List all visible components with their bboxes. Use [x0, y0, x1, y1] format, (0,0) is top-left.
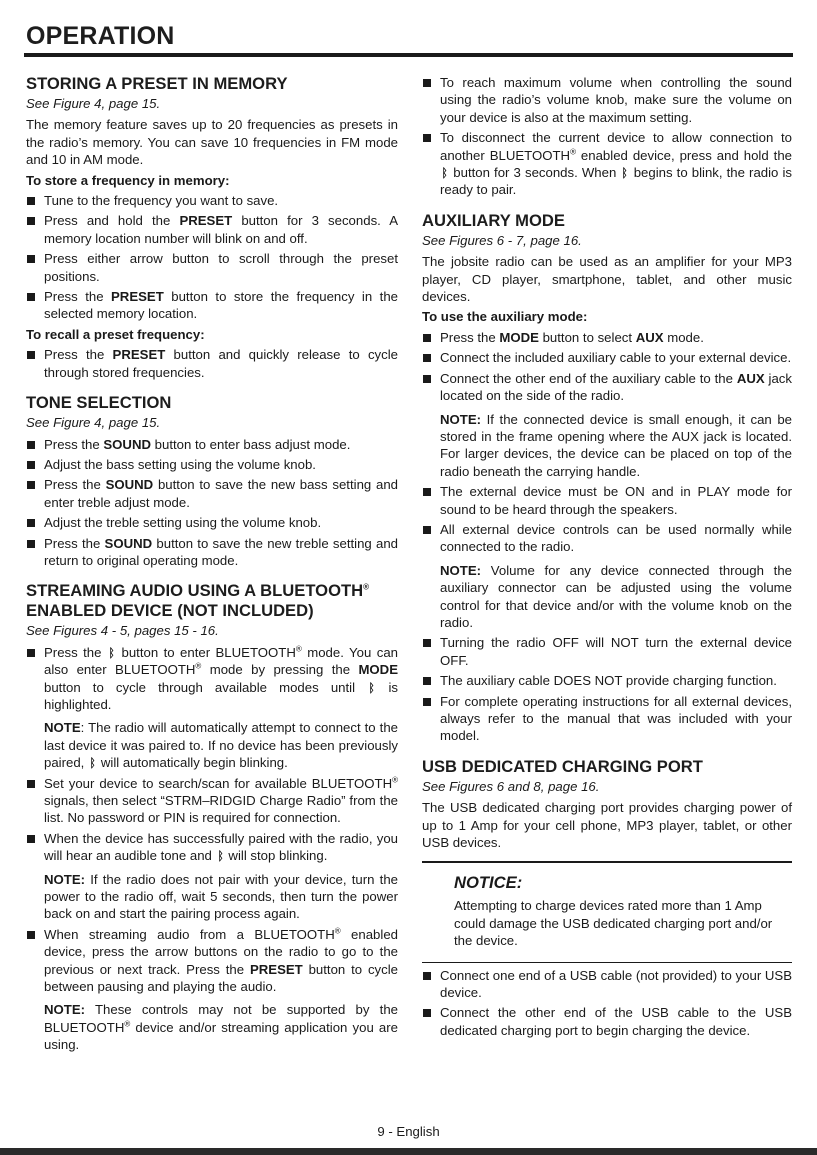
step-text: Adjust the bass setting using the volume knob. — [44, 456, 316, 472]
step-text: Press the — [440, 329, 500, 345]
note-text: If the connected device is small enough, it can be stored in the frame opening where the AUX jack is located. For larger devices, the device can be placed on top of the radio beneath the carrying handle. — [440, 411, 792, 479]
list-item — [26, 250, 398, 285]
note-text: : The radio will automatically attempt to connect to the last device it was paired to. If no device has been previously paired, — [44, 720, 398, 771]
step-text: button and quickly release to cycle through stored frequencies. — [44, 347, 398, 380]
note-text: If the radio does not pair with your device, turn the power to the radio off, wait 5 seconds, then turn the power back on and start the pairing process again. — [44, 871, 398, 922]
usb-intro: The USB dedicated charging port provides charging power of up to 1 Amp for your cell phone, MP3 player, tablet, or other USB devices. — [422, 800, 792, 851]
preset-keyword: PRESET — [111, 289, 164, 305]
usb-steps-list — [422, 967, 792, 1040]
aux-subheading: To use the auxiliary mode: — [422, 309, 588, 325]
bottom-rule — [0, 1148, 817, 1155]
note-text: device and/or streaming application you are using. — [44, 1019, 398, 1053]
step-text: Press the — [44, 436, 104, 452]
step-text: The auxiliary cable DOES NOT provide charging function. — [440, 673, 777, 689]
streaming-steps-list — [26, 644, 398, 1054]
list-item — [422, 74, 792, 126]
bluetooth-icon: ᛒ — [622, 166, 628, 181]
step-text: The external device must be ON and in PLAY mode for sound to be heard through the speakers. — [440, 484, 792, 517]
page-title: OPERATION — [26, 22, 175, 50]
bluetooth-icon: ᛒ — [217, 849, 224, 864]
note-text: Volume for any device connected through the auxiliary connector can be adjusted using the volume control for that device and/or with the volume knob on the radio. — [440, 562, 792, 630]
storing-intro: The memory feature saves up to 20 frequencies as presets in the radio’s memory. You can save 10 frequencies in FM mode and 10 in AM mode. — [26, 117, 398, 168]
step-text: Press and hold the — [44, 213, 180, 229]
section-tone-selection — [26, 393, 398, 569]
step-text: Adjust the treble setting using the volume knob. — [44, 515, 322, 531]
step-text: For complete operating instructions for all external devices, always refer to the manual that was included with your model. — [440, 693, 792, 744]
step-text: signals, then select “STRM–RIDGID Charge Radio” from the list. No password or PIN is required for connection. — [44, 793, 398, 826]
list-item — [26, 926, 398, 1054]
registered-mark: ® — [570, 147, 576, 157]
bluetooth-icon: ᛒ — [368, 680, 375, 695]
step-text: Press either arrow button to scroll through the preset positions. — [44, 251, 398, 284]
streaming-continued-list — [422, 74, 792, 199]
store-subheading: To store a frequency in memory: — [26, 172, 230, 188]
list-item — [26, 476, 398, 511]
notice-text: Attempting to charge devices rated more than 1 Amp could damage the USB dedicated charging port and/or the device. — [454, 898, 773, 949]
step-text: mode. — [663, 329, 704, 345]
section-streaming-bluetooth — [26, 581, 398, 1053]
note — [440, 562, 792, 632]
list-item — [422, 483, 792, 518]
preset-keyword: PRESET — [179, 213, 233, 229]
usb-heading: USB DEDICATED CHARGING PORT — [422, 756, 703, 776]
step-text: Press the — [44, 644, 107, 660]
registered-mark: ® — [124, 1019, 131, 1029]
step-text: Connect the included auxiliary cable to your external device. — [440, 350, 792, 366]
list-item — [26, 436, 398, 453]
left-column — [26, 74, 398, 1054]
notice-box — [422, 863, 792, 961]
tone-ref: See Figure 4, page 15. — [26, 415, 161, 431]
list-item — [26, 775, 398, 827]
list-item — [26, 346, 398, 381]
recall-steps-list — [26, 346, 398, 381]
step-text: button to cycle through available modes until — [44, 679, 368, 695]
step-text: Connect the other end of the auxiliary cable to the — [440, 370, 737, 386]
registered-mark: ® — [392, 775, 398, 785]
list-item — [422, 370, 792, 480]
notice-title: NOTICE: — [454, 873, 523, 893]
heading-text: STREAMING AUDIO USING A BLUETOOTH — [26, 581, 364, 601]
step-text: Press the — [44, 477, 106, 493]
aux-heading: AUXILIARY MODE — [422, 210, 565, 230]
section-storing-preset — [26, 74, 398, 381]
step-text: Connect one end of a USB cable (not provided) to your USB device. — [440, 967, 792, 1001]
bluetooth-icon: ᛒ — [108, 645, 115, 660]
bluetooth-icon: ᛒ — [89, 756, 96, 771]
step-text: button to store the frequency in the selected memory location. — [44, 289, 398, 322]
step-text: button to cycle between pausing and playing the audio. — [44, 961, 399, 995]
list-item — [26, 456, 398, 473]
registered-mark: ® — [195, 661, 202, 671]
note-label: NOTE — [44, 720, 81, 736]
list-item — [422, 1004, 792, 1039]
note-label: NOTE: — [44, 1002, 86, 1018]
list-item — [422, 521, 792, 631]
step-text: Connect the other end of the USB cable to the USB dedicated charging port to begin charging the device. — [440, 1005, 792, 1038]
step-text: To reach maximum volume when controlling the sound using the radio’s volume knob, make sure the volume on your device is also at the maximum setting. — [440, 75, 792, 125]
step-text: will stop blinking. — [224, 848, 328, 864]
note-label: NOTE: — [440, 562, 482, 578]
aux-keyword: AUX — [736, 370, 765, 386]
list-item — [422, 672, 792, 689]
aux-steps-list — [422, 329, 792, 745]
note-text: will automatically begin blinking. — [97, 755, 288, 771]
list-item — [422, 634, 792, 669]
list-item — [422, 329, 792, 346]
step-text: button to select — [538, 329, 636, 345]
step-text: When the device has successfully paired with the radio, you will hear an audible tone and — [44, 830, 398, 864]
list-item — [26, 514, 398, 531]
page-footer: 9 - English — [377, 1124, 440, 1139]
notice-bottom-rule — [422, 962, 792, 963]
step-text: enabled device, press and hold the — [575, 147, 792, 163]
step-text: To disconnect the current device to allow connection to another BLUETOOTH — [440, 130, 792, 163]
step-text: All external device controls can be used normally while connected to the radio. — [440, 521, 792, 555]
note — [44, 871, 398, 923]
preset-keyword: PRESET — [112, 347, 166, 363]
step-text: Press the — [44, 289, 112, 305]
registered-mark: ® — [334, 926, 341, 936]
step-text: jack located on the side of the radio. — [440, 370, 792, 404]
step-text: Press the — [44, 347, 113, 363]
mode-keyword: MODE — [499, 329, 539, 345]
step-text: mode by pressing the — [201, 662, 359, 678]
step-text: Tune to the frequency you want to save. — [44, 193, 279, 209]
note-text: These controls may not be supported by the BLUETOOTH — [44, 1002, 398, 1035]
step-text: button to save the new treble setting and return to original operating mode. — [44, 535, 398, 568]
list-item — [26, 644, 398, 772]
list-item — [26, 830, 398, 923]
streaming-ref: See Figures 4 - 5, pages 15 - 16. — [26, 623, 219, 639]
section-auxiliary-mode — [422, 211, 792, 745]
tone-steps-list — [26, 436, 398, 570]
tone-heading: TONE SELECTION — [26, 393, 172, 413]
step-text: is highlighted. — [44, 679, 398, 712]
sound-keyword: SOUND — [104, 535, 153, 551]
right-column — [422, 74, 792, 1039]
aux-intro: The jobsite radio can be used as an amplifier for your MP3 player, CD player, smartphone, tablet, and other music devices. — [422, 254, 792, 305]
usb-ref: See Figures 6 and 8, page 16. — [422, 778, 600, 794]
recall-subheading: To recall a preset frequency: — [26, 326, 205, 342]
note — [44, 719, 398, 771]
step-text: begins to blink, the radio is ready to pair. — [440, 165, 793, 198]
step-text: Set your device to search/scan for available BLUETOOTH — [44, 775, 393, 791]
mode-keyword: MODE — [358, 662, 398, 678]
step-text: When streaming audio from a BLUETOOTH — [44, 926, 335, 942]
list-item — [422, 693, 792, 745]
step-text: button for 3 seconds. When — [449, 165, 621, 181]
aux-keyword: AUX — [635, 329, 664, 345]
registered-mark: ® — [295, 644, 302, 654]
step-text: Press the — [44, 535, 105, 551]
store-steps-list — [26, 192, 398, 323]
storing-ref: See Figure 4, page 15. — [26, 96, 161, 111]
note-label: NOTE: — [44, 871, 86, 887]
preset-keyword: PRESET — [249, 961, 303, 977]
list-item — [422, 967, 792, 1002]
list-item — [26, 192, 398, 209]
list-item — [422, 349, 792, 366]
step-text: enabled device, press the arrow buttons on the radio to go to the previous or next track. Press the — [44, 926, 398, 977]
sound-keyword: SOUND — [105, 477, 154, 493]
title-rule — [24, 53, 793, 57]
bluetooth-icon: ᛒ — [441, 166, 448, 181]
note-label: NOTE: — [440, 411, 482, 427]
heading-text: ENABLED DEVICE (NOT INCLUDED) — [26, 601, 314, 621]
list-item — [26, 212, 398, 247]
note — [44, 1001, 398, 1053]
list-item — [422, 129, 792, 199]
storing-heading: STORING A PRESET IN MEMORY — [26, 74, 288, 93]
registered-mark: ® — [363, 582, 370, 592]
step-text: button for 3 seconds. A memory location number will blink on and off. — [44, 213, 399, 246]
step-text: button to enter bass adjust mode. — [151, 436, 351, 452]
sound-keyword: SOUND — [103, 436, 151, 452]
step-text: button to enter BLUETOOTH — [116, 644, 296, 660]
list-item — [26, 535, 398, 570]
section-usb-charging — [422, 757, 792, 1039]
step-text: mode. You can also enter BLUETOOTH — [44, 644, 398, 678]
note — [440, 411, 792, 481]
streaming-heading — [26, 581, 398, 621]
list-item — [26, 288, 398, 323]
step-text: button to save the new bass setting and enter treble adjust mode. — [44, 477, 398, 510]
step-text: Turning the radio OFF will NOT turn the external device OFF. — [440, 635, 792, 668]
aux-ref: See Figures 6 - 7, page 16. — [422, 232, 582, 248]
